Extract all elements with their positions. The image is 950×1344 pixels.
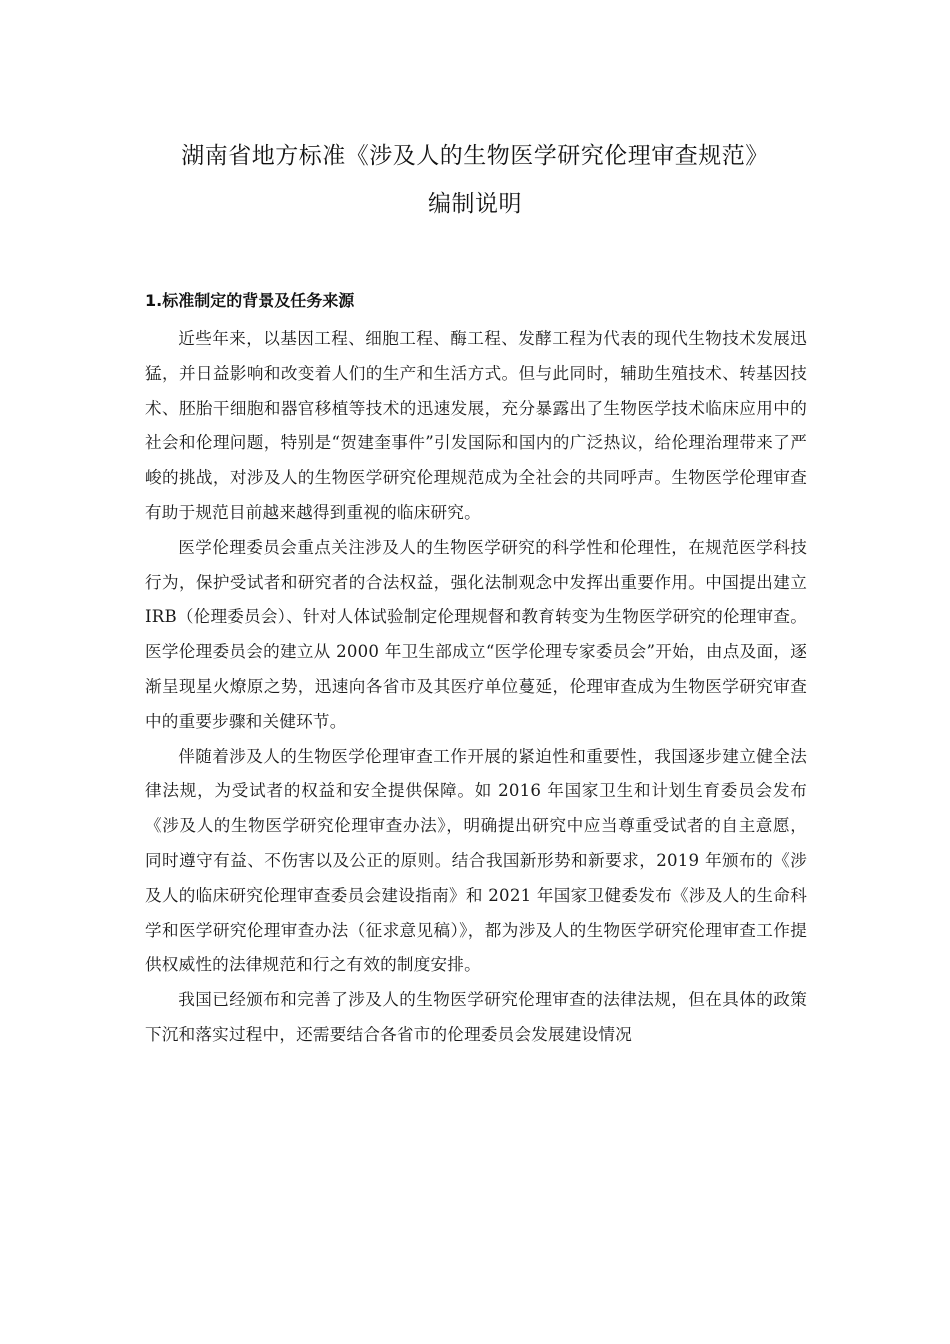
paragraph: 医学伦理委员会重点关注涉及人的生物医学研究的科学性和伦理性，在规范医学科技行为，保护受试者和研究者的合法权益，强化法制观念中发挥出重要作用。中国提出建立 IRB（伦理委员会）、针对人体试验制定伦理规督和教育转变为生物医学研究的伦理审查。医学伦理委员会的建立从 2000 年卫生部成立“医学伦理专家委员会”开始，由点及面，逐渐呈现星火燎原之势，迅速向各省市及其医疗单位蔓延，伦理审查成为生物医学研究审查中的重要步骤和关健环节。 <box>145 537 807 731</box>
document-subtitle: 编制说明 <box>428 191 522 217</box>
section-body <box>145 322 807 1053</box>
paragraph: 我国已经颁布和完善了涉及人的生物医学研究伦理审查的法律法规，但在具体的政策下沉和落实过程中，还需要结合各省市的伦理委员会发展建设情况 <box>145 990 807 1044</box>
paragraph: 近些年来，以基因工程、细胞工程、酶工程、发酵工程为代表的现代生物技术发展迅猛，并日益影响和改变着人们的生产和生活方式。但与此同时，辅助生殖技术、转基因技术、胚胎干细胞和器官移植等技术的迅速发展，充分暴露出了生物医学技术临床应用中的社会和伦理问题，特别是“贺建奎事件”引发国际和国内的广泛热议，给伦理治理带来了严峻的挑战，对涉及人的生物医学研究伦理规范成为全社会的共同呼声。生物医学伦理审查有助于规范目前越来越得到重视的临床研究。 <box>145 329 807 522</box>
paragraph: 伴随着涉及人的生物医学伦理审查工作开展的紧迫性和重要性，我国逐步建立健全法律法规，为受试者的权益和安全提供保障。如 2016 年国家卫生和计划生育委员会发布《涉及人的生物医学研究伦理审查办法》，明确提出研究中应当尊重受试者的自主意愿，同时遵守有益、不伤害以及公正的原则。结合我国新形势和新要求，2019 年颁布的《涉及人的临床研究伦理审查委员会建设指南》和 2021 年国家卫健委发布《涉及人的生命科学和医学研究伦理审查办法（征求意见稿）》，都为涉及人的生物医学研究伦理审查工作提供权威性的法律规范和行之有效的制度安排。 <box>145 746 807 975</box>
document-title: 湖南省地方标准《涉及人的生物医学研究伦理审查规范》 <box>181 143 769 169</box>
section-heading: 1.标准制定的背景及任务来源 <box>145 291 355 310</box>
